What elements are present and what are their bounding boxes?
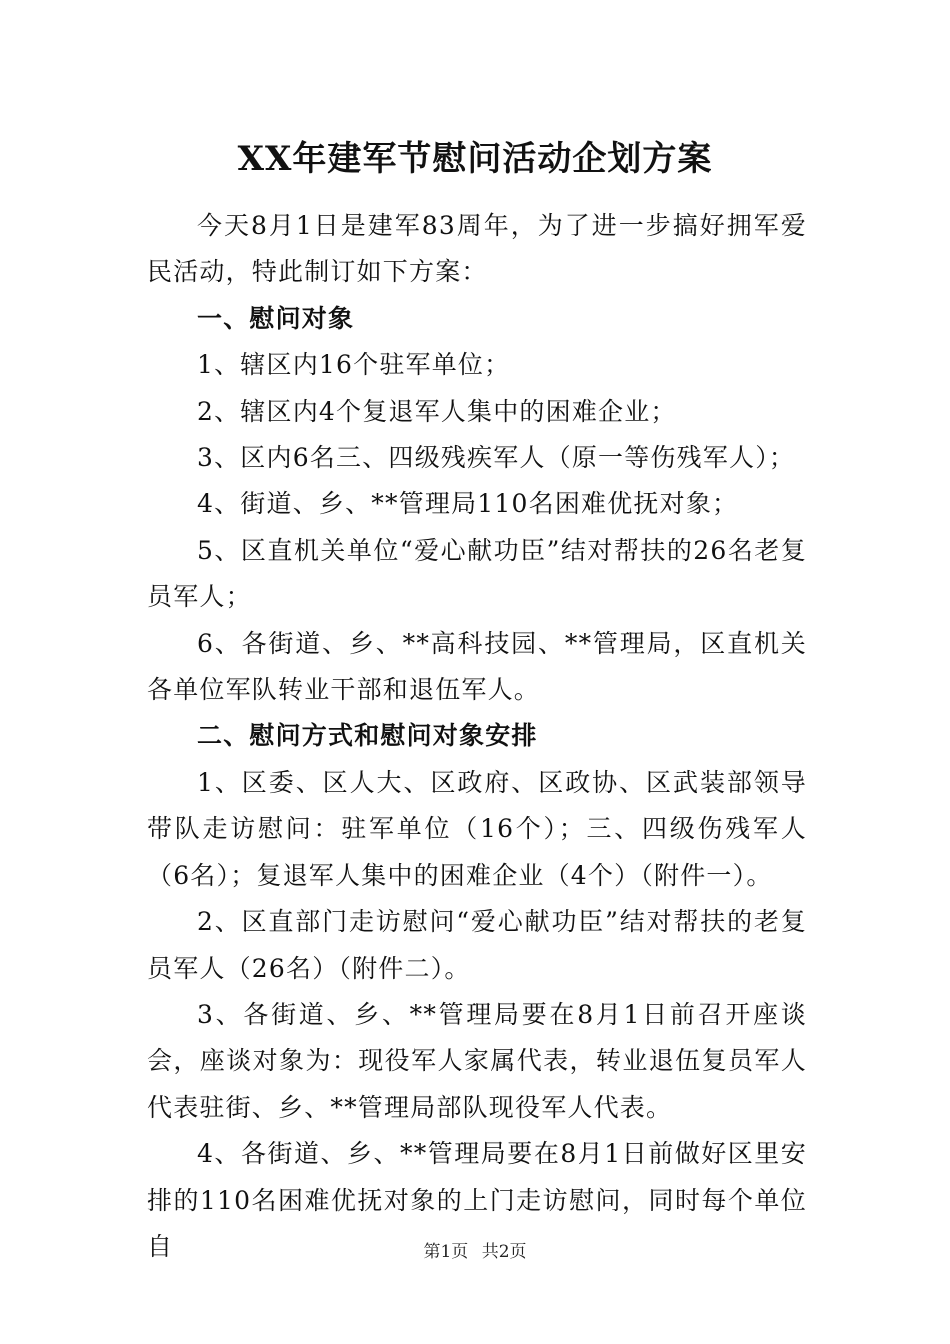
list-item: 5、区直机关单位“爱心献功臣”结对帮扶的26名老复员军人； bbox=[147, 535, 807, 612]
list-item: 4、各街道、乡、**管理局要在8月1日前做好区里安排的110名困难优抚对象的上门走访慰问，同时每个单位自 bbox=[147, 1139, 807, 1261]
list-item: 2、区直部门走访慰问“爱心献功臣”结对帮扶的老复员军人（26名）（附件二）。 bbox=[147, 907, 807, 983]
list-item: 6、各街道、乡、**高科技园、**管理局，区直机关各单位军队转业干部和退伍军人。 bbox=[147, 628, 807, 705]
paragraph: 今天8月1日是建军83周年，为了进一步搞好拥军爱民活动，特此制订如下方案： bbox=[147, 211, 807, 287]
document-title: XX年建军节慰问活动企划方案 bbox=[237, 139, 713, 179]
section-heading: 一、慰问对象 bbox=[197, 303, 355, 333]
list-item: 4、街道、乡、**管理局110名困难优抚对象； bbox=[197, 489, 739, 519]
list-item: 3、各街道、乡、**管理局要在8月1日前召开座谈会，座谈对象为：现役军人家属代表，转业退伍复员军人代表驻街、乡、**管理局部队现役军人代表。 bbox=[147, 999, 807, 1122]
document-body bbox=[147, 203, 807, 1270]
list-item: 1、区委、区人大、区政府、区政协、区武装部领导带队走访慰问：驻军单位（16个）；三、四级伤残军人（6名）；复退军人集中的困难企业（4个）（附件一）。 bbox=[147, 767, 807, 890]
list-item: 2、辖区内4个复退军人集中的困难企业； bbox=[197, 396, 677, 426]
page-number: 第1页 bbox=[423, 1242, 469, 1262]
page-total: 共2页 bbox=[481, 1242, 527, 1262]
section-heading: 二、慰问方式和慰问对象安排 bbox=[197, 721, 538, 751]
list-item: 3、区内6名三、四级残疾军人（原一等伤残军人）； bbox=[197, 443, 796, 473]
page-footer bbox=[0, 1240, 950, 1264]
list-item: 1、辖区内16个驻军单位； bbox=[197, 350, 511, 380]
